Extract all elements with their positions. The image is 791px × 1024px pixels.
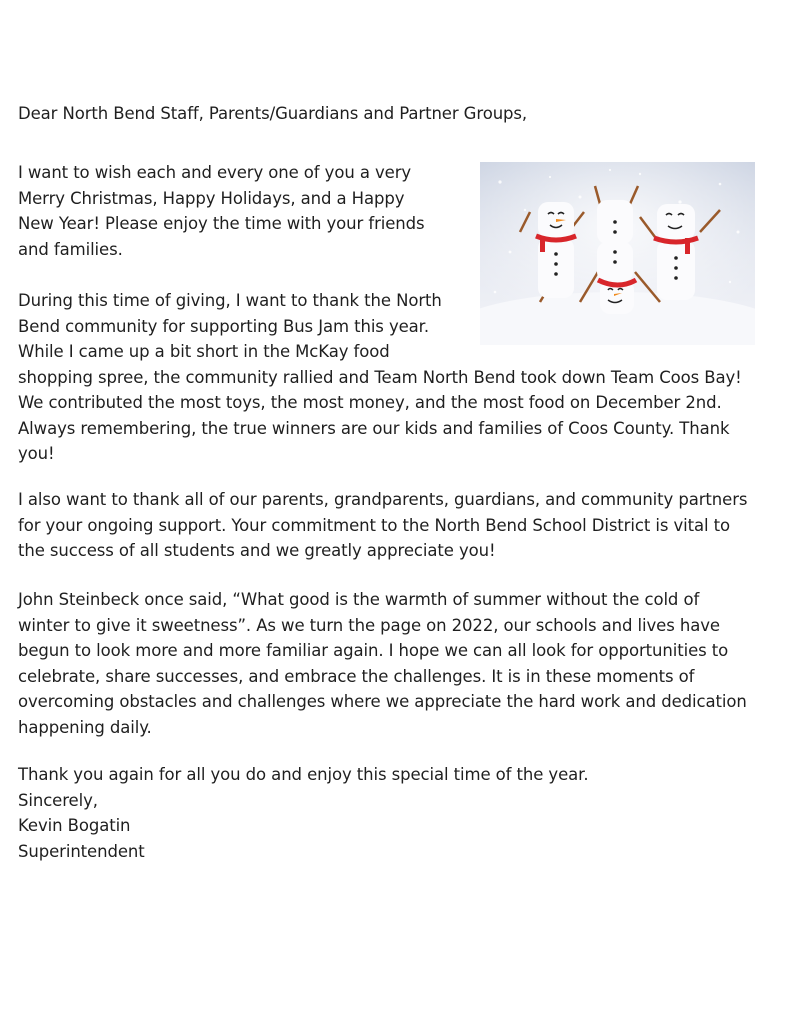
- text-line: and families.: [18, 239, 123, 259]
- signature-title: Superintendent: [18, 841, 145, 861]
- letter-closing: [18, 762, 588, 864]
- marshmallow-snowmen-photo: [480, 162, 755, 345]
- signature-name: Kevin Bogatin: [18, 816, 131, 835]
- closing-line: Thank you again for all you do and enjoy this special time of the year.: [18, 765, 589, 784]
- text-line: I also want to thank all of our parents, grandparents, guardians, and community partners: [18, 490, 748, 509]
- text-line: We contributed the most toys, the most money, and the most food on December 2nd.: [18, 393, 722, 412]
- text-line: begun to look more and more familiar again. I hope we can all look for opportunities to: [18, 641, 729, 660]
- paragraph-holiday-wishes: [18, 160, 425, 262]
- text-line: Merry Christmas, Happy Holidays, and a Happy: [18, 188, 405, 208]
- letter-greeting: [18, 101, 527, 127]
- text-line: the success of all students and we greatly appreciate you!: [18, 541, 496, 560]
- text-line: overcoming obstacles and challenges where we appreciate the hard work and dedication: [18, 692, 747, 711]
- text-line: During this time of giving, I want to thank the North: [18, 291, 442, 310]
- text-line: winter to give it sweetness”. As we turn the page on 2022, our schools and lives have: [18, 615, 720, 635]
- text-line: Bend community for supporting Bus Jam this year.: [18, 316, 429, 336]
- text-line: New Year! Please enjoy the time with your friends: [18, 214, 425, 233]
- text-line: shopping spree, the community rallied and Team North Bend took down Team Coos Bay!: [18, 367, 742, 387]
- text-line: celebrate, share successes, and embrace the challenges. It is in these moments of: [18, 666, 695, 686]
- signoff: Sincerely,: [18, 790, 98, 810]
- greeting-line: Dear North Bend Staff, Parents/Guardians and Partner Groups,: [18, 104, 528, 123]
- text-line: While I came up a bit short in the McKay food: [18, 342, 390, 361]
- text-line: Always remembering, the true winners are our kids and families of Coos County. Thank: [18, 418, 730, 438]
- text-line: for your ongoing support. Your commitment to the North Bend School District is vital to: [18, 515, 730, 535]
- text-line: you!: [18, 444, 55, 463]
- text-line: I want to wish each and every one of you a very: [18, 163, 412, 182]
- text-line: John Steinbeck once said, “What good is the warmth of summer without the cold of: [18, 590, 700, 609]
- paragraph-steinbeck-quote: [18, 587, 747, 740]
- text-line: happening daily.: [18, 717, 152, 737]
- paragraph-thanks: [18, 487, 747, 564]
